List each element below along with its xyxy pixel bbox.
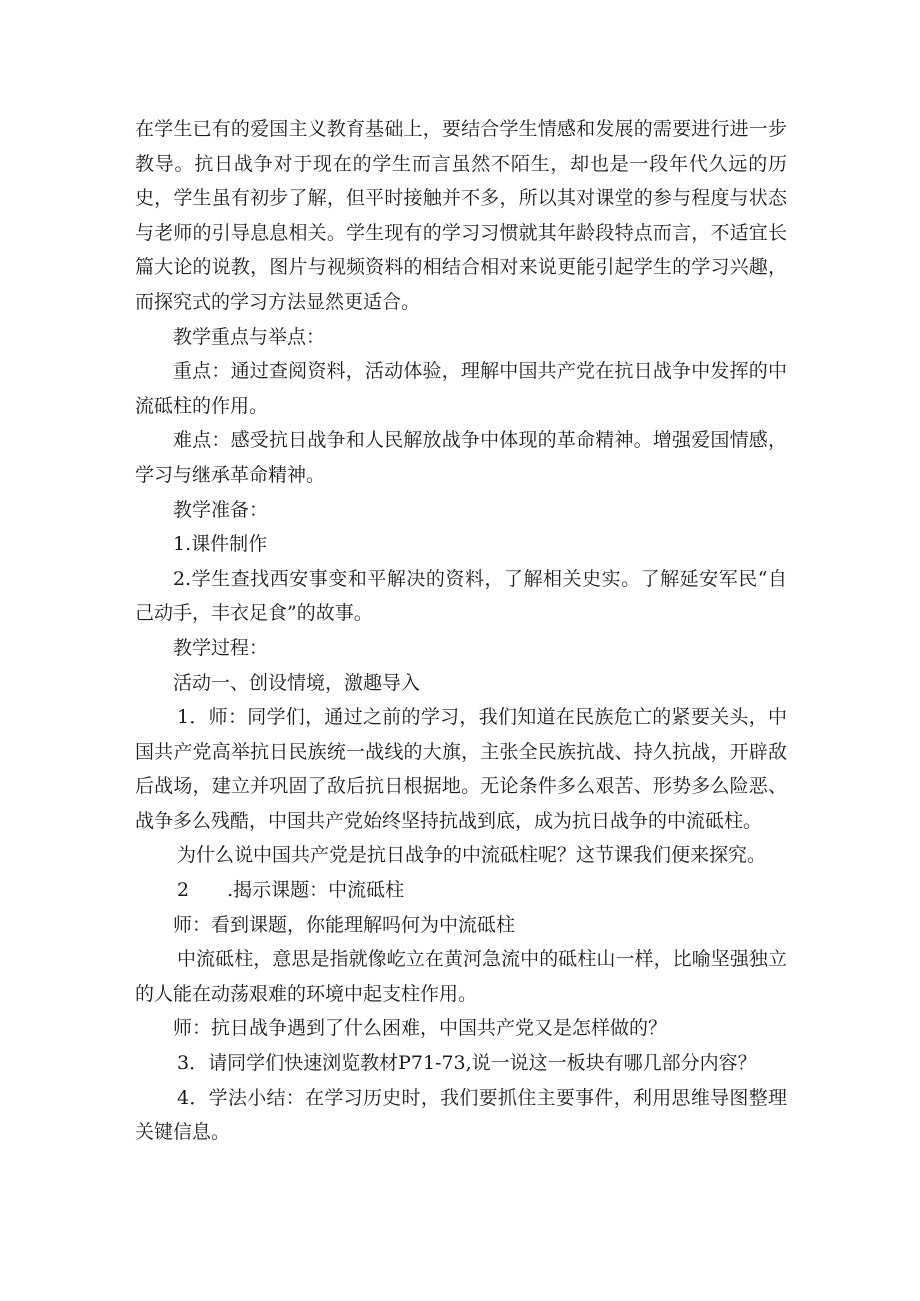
list-item-preparation-1: 1.课件制作 <box>173 533 268 556</box>
heading-preparation: 教学准备： <box>173 498 269 521</box>
list-item-preparation-2: 2.学生查找西安事变和平解决的资料，了解相关史实。了解延安军民“自己动手，丰衣足食”的故事。 <box>135 567 787 625</box>
paragraph-question: 为什么说中国共产党是抗日战争的中流砥柱呢？这节课我们便来探究。 <box>177 844 767 867</box>
list-item-step-2: 2 .揭示课题：中流砥柱 <box>177 879 405 902</box>
paragraph-difficulty: 难点：感受抗日战争和人民解放战争中体现的革命精神。增强爱国情感，学习与继承革命精神。 <box>135 429 787 486</box>
heading-activity-1: 活动一、创设情境，激趣导入 <box>173 671 421 694</box>
list-item-step-4: 4．学法小结：在学习历史时，我们要抓住主要事件，利用思维导图整理关键信息。 <box>135 1086 787 1144</box>
paragraph-definition: 中流砥柱，意思是指就像屹立在黄河急流中的砥柱山一样，比喻坚强独立的人能在动荡艰难的环境中起支柱作用。 <box>135 948 787 1005</box>
paragraph-student-analysis: 在学生已有的爱国主义教育基础上，要结合学生情感和发展的需要进行进一步教导。抗日战争对于现在的学生而言虽然不陌生，却也是一段年代久远的历史，学生虽有初步了解，但平时接触并不多，所以其对课堂的参与程度与状态与老师的引导息息相关。学生现有的学习习惯就其年龄段特点而言，不适宜长篇大论的说教，图片与视频资料的相结合相对来说更能引起学生的学习兴趣，而探究式的学习方法显然更适合。 <box>135 118 787 313</box>
paragraph-key-point: 重点：通过查阅资料，活动体验，理解中国共产党在抗日战争中发挥的中流砥柱的作用。 <box>135 360 787 417</box>
document-page <box>135 112 787 1150</box>
heading-key-points: 教学重点与举点： <box>173 325 326 348</box>
list-item-step-3: 3．请同学们快速浏览教材P71-73,说一说这一板块有哪几部分内容？ <box>177 1052 757 1075</box>
paragraph-teacher-prompt: 师：看到课题，你能理解吗何为中流砥柱 <box>173 913 516 936</box>
heading-process: 教学过程： <box>173 636 269 659</box>
paragraph-teacher-question: 师：抗日战争遇到了什么困难，中国共产党又是怎样做的？ <box>173 1017 668 1040</box>
list-item-step-1: 1．师：同学们，通过之前的学习，我们知道在民族危亡的紧要关头，中国共产党高举抗日民族统一战线的大旗，主张全民族抗战、持久抗战，开辟敌后战场，建立并巩固了敌后抗日根据地。无论条件多么艰苦、形势多么险恶、战争多么残酷，中国共产党始终坚持抗战到底，成为抗日战争的中流砥柱。 <box>135 706 787 832</box>
